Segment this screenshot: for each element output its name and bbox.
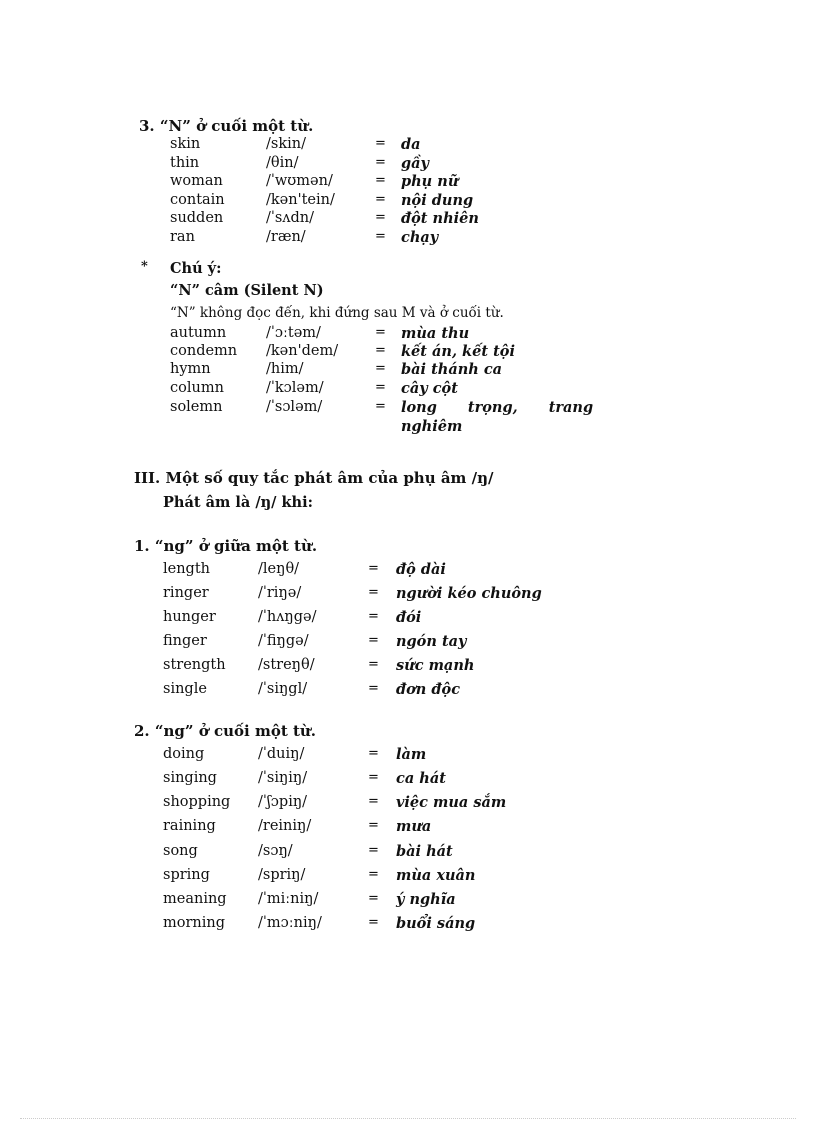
word: hunger — [163, 609, 216, 625]
meaning: mùa thu — [401, 325, 470, 342]
ipa: /ˈmɔːniŋ/ — [258, 915, 322, 931]
word: skin — [170, 136, 201, 152]
ipa: /skin/ — [266, 136, 306, 152]
meaning: đơn độc — [396, 681, 461, 698]
meaning: đột nhiên — [401, 210, 479, 227]
equals-sign: = — [375, 136, 386, 151]
section-n-end-title: 3. “N” ở cuối một từ. — [139, 117, 314, 135]
word: strength — [163, 657, 226, 673]
word: finger — [163, 633, 207, 649]
ipa: /ˈduiŋ/ — [258, 746, 305, 762]
meaning: buổi sáng — [396, 915, 476, 932]
meaning: mùa xuân — [396, 867, 476, 884]
meaning: làm — [396, 746, 427, 763]
word: shopping — [163, 794, 231, 810]
equals-sign: = — [375, 192, 386, 207]
ipa: /sɔŋ/ — [258, 843, 293, 859]
ipa: /ˈriŋə/ — [258, 585, 302, 601]
equals-sign: = — [368, 657, 379, 672]
ipa: /ˈwʊmən/ — [266, 173, 333, 189]
meaning: bài hát — [396, 843, 453, 860]
ipa: /ˈɔːtəm/ — [266, 325, 321, 341]
meaning: ngón tay — [396, 633, 467, 650]
word: hymn — [170, 361, 211, 377]
ipa: /streŋθ/ — [258, 657, 315, 673]
equals-sign: = — [375, 361, 386, 376]
meaning: mưa — [396, 818, 432, 835]
equals-sign: = — [368, 770, 379, 785]
word: contain — [170, 192, 225, 208]
equals-sign: = — [368, 746, 379, 761]
meaning: bài thánh ca — [401, 361, 503, 378]
ipa: /ˈsʌdn/ — [266, 210, 315, 226]
word: spring — [163, 867, 210, 883]
word: meaning — [163, 891, 227, 907]
word: column — [170, 380, 224, 396]
ipa: /θin/ — [266, 155, 299, 171]
ipa: /kən'tein/ — [266, 192, 335, 208]
meaning: kết án, kết tội — [401, 343, 515, 360]
word: morning — [163, 915, 226, 931]
part-3-title: III. Một số quy tắc phát âm của phụ âm /ŋ/ — [134, 469, 494, 487]
word: sudden — [170, 210, 224, 226]
word: ran — [170, 229, 195, 245]
ipa: /him/ — [266, 361, 304, 377]
ipa: /ˈkɔləm/ — [266, 380, 324, 396]
equals-sign: = — [368, 681, 379, 696]
section-ng-end-title: 2. “ng” ở cuối một từ. — [134, 722, 317, 740]
equals-sign: = — [368, 633, 379, 648]
meaning: cây cột — [401, 380, 458, 397]
meaning-continuation: nghiêm — [401, 418, 463, 435]
equals-sign: = — [375, 229, 386, 244]
equals-sign: = — [368, 915, 379, 930]
equals-sign: = — [375, 173, 386, 188]
word: singing — [163, 770, 217, 786]
word: condemn — [170, 343, 238, 359]
page-bottom-divider — [20, 1118, 796, 1119]
meaning: sức mạnh — [396, 657, 475, 674]
meaning: long trọng, trang — [401, 399, 594, 416]
word: autumn — [170, 325, 227, 341]
equals-sign: = — [368, 609, 379, 624]
equals-sign: = — [368, 585, 379, 600]
meaning: ca hát — [396, 770, 446, 787]
meaning: gầy — [401, 155, 429, 172]
ipa: /ˈmiːniŋ/ — [258, 891, 319, 907]
word: single — [163, 681, 207, 697]
ipa: /ˈhʌŋgə/ — [258, 609, 317, 625]
meaning: người kéo chuông — [396, 585, 542, 602]
word: raining — [163, 818, 216, 834]
word: thin — [170, 155, 200, 171]
ipa: /ˈsiŋgl/ — [258, 681, 308, 697]
ipa: /ˈsiŋiŋ/ — [258, 770, 308, 786]
equals-sign: = — [368, 843, 379, 858]
meaning: da — [401, 136, 421, 153]
meaning: ý nghĩa — [396, 891, 456, 908]
note-bullet: * — [141, 259, 148, 274]
section-ng-middle-title: 1. “ng” ở giữa một từ. — [134, 537, 318, 555]
meaning: việc mua sắm — [396, 794, 507, 811]
ipa: /leŋθ/ — [258, 561, 300, 577]
meaning: độ dài — [396, 561, 446, 578]
meaning: đói — [396, 609, 422, 626]
word: ringer — [163, 585, 209, 601]
ipa: /spriŋ/ — [258, 867, 306, 883]
ipa: /ˈsɔləm/ — [266, 399, 323, 415]
equals-sign: = — [375, 343, 386, 358]
equals-sign: = — [375, 155, 386, 170]
equals-sign: = — [375, 210, 386, 225]
note-text: “N” không đọc đến, khi đứng sau M và ở cuối từ. — [170, 305, 504, 321]
part-3-subtitle: Phát âm là /ŋ/ khi: — [163, 494, 313, 511]
meaning: nội dung — [401, 192, 474, 209]
meaning: chạy — [401, 229, 439, 246]
equals-sign: = — [368, 794, 379, 809]
equals-sign: = — [368, 818, 379, 833]
equals-sign: = — [368, 891, 379, 906]
ipa: /reiniŋ/ — [258, 818, 312, 834]
ipa: /ˈʃɔpiŋ/ — [258, 794, 308, 810]
note-subtitle: “N” câm (Silent N) — [170, 282, 324, 299]
equals-sign: = — [375, 380, 386, 395]
equals-sign: = — [368, 867, 379, 882]
equals-sign: = — [375, 399, 386, 414]
word: doing — [163, 746, 205, 762]
equals-sign: = — [368, 561, 379, 576]
word: song — [163, 843, 198, 859]
note-title: Chú ý: — [170, 260, 222, 277]
meaning: phụ nữ — [401, 173, 459, 190]
equals-sign: = — [375, 325, 386, 340]
word: solemn — [170, 399, 223, 415]
word: woman — [170, 173, 223, 189]
word: length — [163, 561, 211, 577]
ipa: /ˈfiŋgə/ — [258, 633, 309, 649]
ipa: /ræn/ — [266, 229, 306, 245]
ipa: /kən'dem/ — [266, 343, 339, 359]
